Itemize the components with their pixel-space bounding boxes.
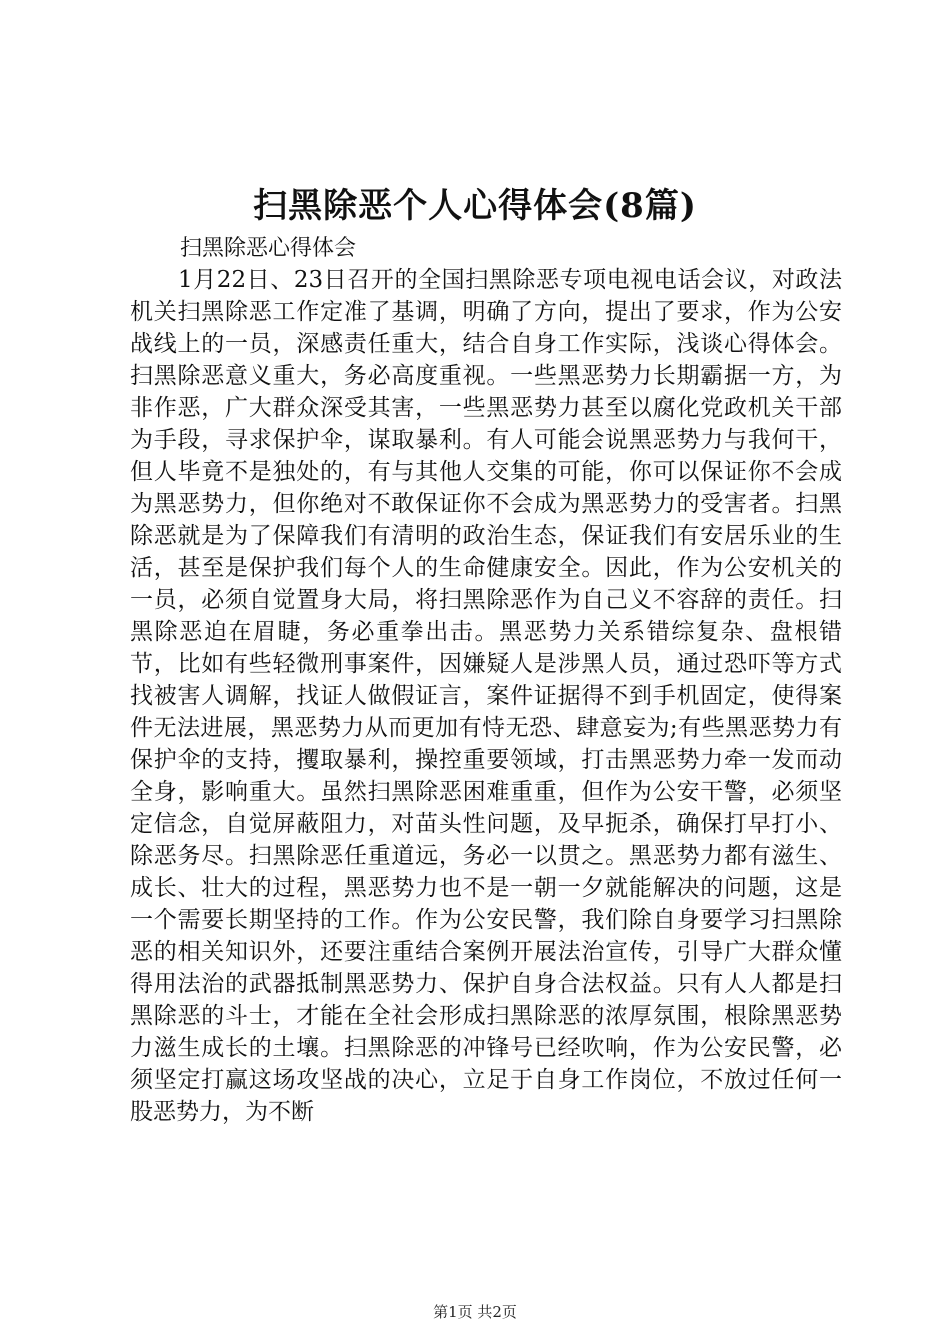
body-paragraph: 1月22日、23日召开的全国扫黑除恶专项电视电话会议，对政法机关扫黑除恶工作定准了基调，明确了方向，提出了要求，作为公安战线上的一员，深感责任重大，结合自身工作实际，浅谈心得体会。扫黑除恶意义重大，务必高度重视。一些黑恶势力长期霸据一方，为非作恶，广大群众深受其害，一些黑恶势力甚至以腐化党政机关干部为手段，寻求保护伞，谋取暴利。有人可能会说黑恶势力与我何干，但人毕竟不是独处的，有与其他人交集的可能，你可以保证你不会成为黑恶势力，但你绝对不敢保证你不会成为黑恶势力的受害者。扫黑除恶就是为了保障我们有清明的政治生态，保证我们有安居乐业的生活，甚至是保护我们每个人的生命健康安全。因此，作为公安机关的一员，必须自觉置身大局，将扫黑除恶作为自己义不容辞的责任。扫黑除恶迫在眉睫，务必重拳出击。黑恶势力关系错综复杂、盘根错节，比如有些轻微刑事案件，因嫌疑人是涉黑人员，通过恐吓等方式找被害人调解，找证人做假证言，案件证据得不到手机固定，使得案件无法进展，黑恶势力从而更加有恃无恐、肆意妄为;有些黑恶势力有保护伞的支持，攫取暴利，操控重要领域，打击黑恶势力牵一发而动全身，影响重大。虽然扫黑除恶困难重重，但作为公安干警，必须坚定信念，自觉屏蔽阻力，对苗头性问题，及早扼杀，确保打早打小、除恶务尽。扫黑除恶任重道远，务必一以贯之。黑恶势力都有滋生、成长、壮大的过程，黑恶势力也不是一朝一夕就能解决的问题，这是一个需要长期坚持的工作。作为公安民警，我们除自身要学习扫黑除恶的相关知识外，还要注重结合案例开展法治宣传，引导广大群众懂得用法治的武器抵制黑恶势力、保护自身合法权益。只有人人都是扫黑除恶的斗士，才能在全社会形成扫黑除恶的浓厚氛围，根除黑恶势力滋生成长的土壤。扫黑除恶的冲锋号已经吹响，作为公安民警，必须坚定打赢这场攻坚战的决心，立足于自身工作岗位，不放过任何一股恶势力，为不断: [130, 267, 842, 1125]
document-title: 扫黑除恶个人心得体会(8篇): [253, 186, 697, 226]
page-footer: 第1页 共2页: [433, 1303, 517, 1321]
section-heading: 扫黑除恶心得体会: [180, 236, 357, 261]
